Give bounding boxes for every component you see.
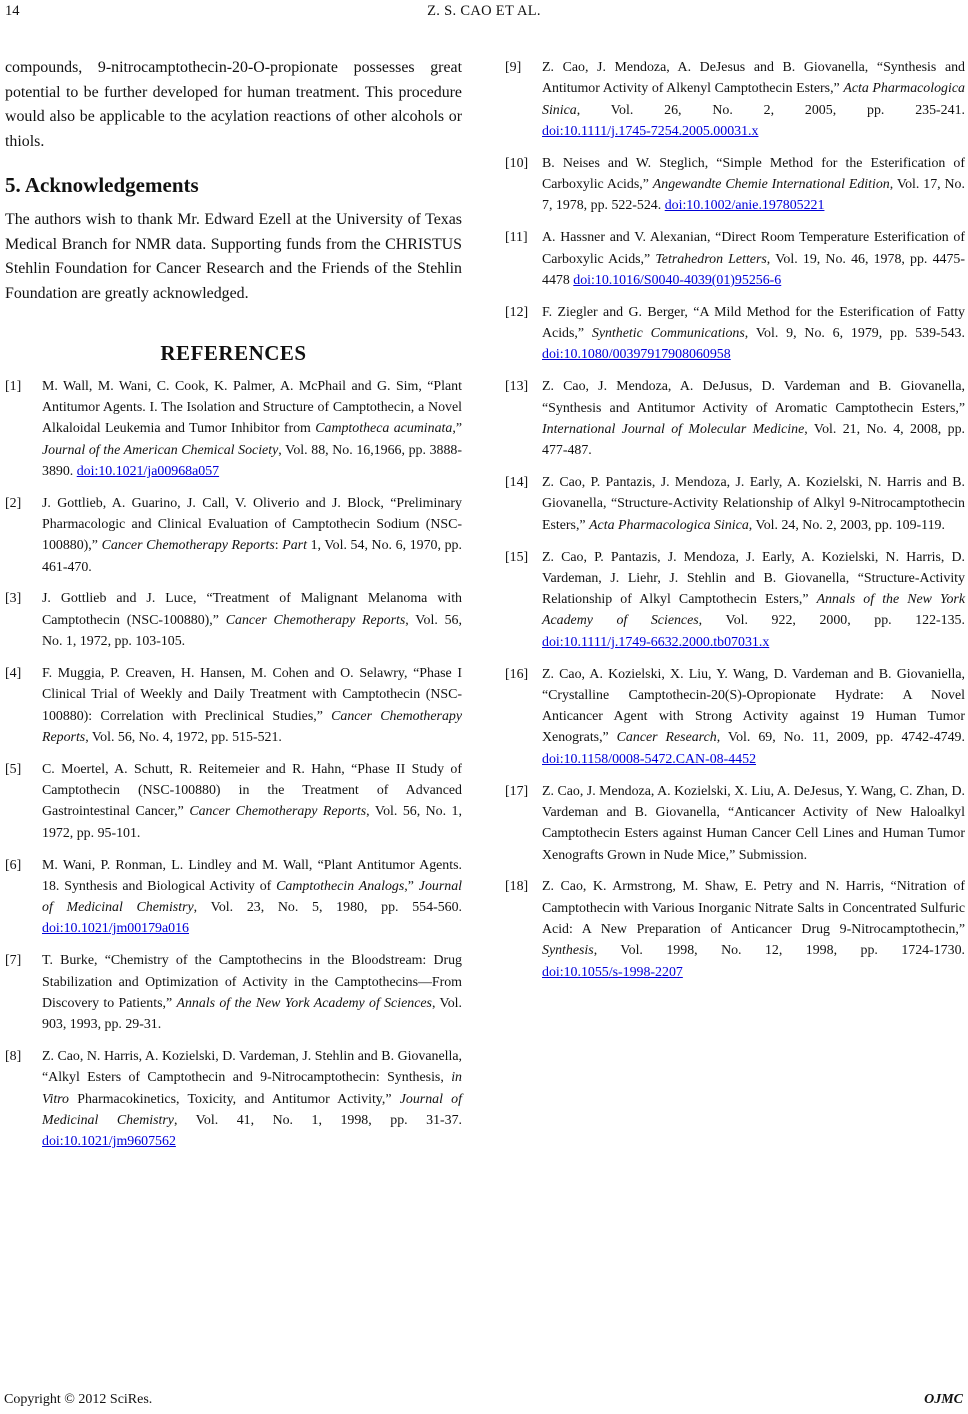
reference-item [505,547,965,653]
reference-text: Z. Cao, J. Mendoza, A. DeJesus and B. Giovanella, “Synthesis and Antitumor Activity of Alkenyl Camptothecin Esters,” [542,60,965,97]
reference-text: , Vol. 17, No. 7, 1978, pp. 522-524. [542,177,965,214]
reference-text: , Vol. 69, No. 11, 2009, pp. 4742-4749. [716,730,965,746]
reference-text: , Vol. 26, No. 2, 2005, pp. 235-241. [576,102,965,118]
reference-italic: Journal of Medicinal Chemistry [42,878,462,916]
doi-link[interactable]: doi:10.1080/00397917908060958 [542,347,731,363]
reference-text: F. Muggia, P. Creaven, H. Hansen, M. Cohen and O. Selawry, “Phase I Clinical Trial of Weekly and Daily Treatment with Camptothecin (NSC-100880): Correlation with Preclinical Studies,” [42,665,462,724]
running-title: Z. S. CAO ET AL. [427,3,541,19]
right-column [505,57,965,994]
doi-link[interactable]: doi:10.1021/jm00179a016 [42,921,190,937]
reference-italic: Annals of the New York Academy of Sciences [176,995,432,1011]
reference-number: [1] [5,378,22,394]
reference-text: ,” [452,421,462,437]
reference-item [5,493,462,578]
reference-number: [4] [5,665,22,681]
reference-number: [11] [505,230,528,246]
reference-number: [8] [5,1049,22,1065]
reference-item [5,950,462,1035]
reference-item [5,588,462,652]
reference-italic: Angewandte Chemie International Edition [652,177,890,193]
reference-text: Z. Cao, K. Armstrong, M. Shaw, E. Petry and N. Harris, “Nitration of Camptothecin with Various Inorganic Nitrate Salts in Concentrated Sulfuric Acid: A New Preparation of Anticancer Drug 9-Nitrocamptothecin,” [542,879,965,938]
reference-text: , Vol. 23, No. 5, 1980, pp. 554-560. [193,900,462,916]
doi-link[interactable]: doi:10.1158/0008-5472.CAN-08-4452 [542,751,757,767]
reference-item [505,876,965,982]
reference-italic: Annals of the New York Academy of Sciences [542,592,965,629]
reference-text: Z. Cao, P. Pantazis, J. Mendoza, J. Early, A. Kozielski, N. Harris, D. Vardeman, J. Liehr, J. Stehlin and B. Giovanella, “Structure-Activity Relationship of Alkyl Camptothecin Esters,” [542,549,965,608]
reference-italic: Synthetic Communications [591,326,745,342]
reference-italic: Tetrahedron Letters [655,251,767,267]
reference-list-right [505,57,965,983]
doi-link[interactable]: doi:10.1111/j.1745-7254.2005.00031.x [542,123,759,139]
references-title: REFERENCES [160,340,307,365]
page-number: 14 [5,3,20,19]
reference-number: [15] [505,549,529,565]
reference-item [505,153,965,217]
reference-list-left [5,376,462,1153]
reference-text: , Vol. 24, No. 2, 2003, pp. 109-119. [748,517,945,533]
reference-text: Pharmacokinetics, Toxicity, and Antitumor Activity,” [69,1091,400,1107]
reference-text: Z. Cao, A. Kozielski, X. Liu, Y. Wang, D. Vardeman and B. Giovaniella, “Crystalline Camptothecin-20(S)-Opropionate Hydrate: A Novel Anticancer Agent with Strong Activity against 19 Human Tumor Xenograts,” [542,666,965,746]
page-header [0,3,968,23]
reference-number: [2] [5,495,22,511]
reference-item [505,472,965,536]
reference-italic: Acta Pharmacologica Sinica [589,517,749,533]
reference-text: 1, Vol. 54, No. 6, 1970, pp. 461-470. [42,538,462,575]
reference-text: , Vol. 21, No. 4, 2008, pp. 477-487. [542,421,965,459]
reference-item [505,57,965,142]
reference-text: : [274,538,283,554]
reference-italic: Cancer Chemotherapy Reports [225,612,406,628]
doi-link[interactable]: doi:10.1055/s-1998-2207 [542,964,683,980]
reference-number: [16] [505,666,529,682]
reference-item [5,1046,462,1152]
doi-link[interactable]: doi:10.1002/anie.197805221 [664,198,825,214]
reference-number: [5] [5,761,22,777]
reference-text: , Vol. 903, 1993, pp. 29-31. [42,995,462,1033]
reference-text: , Vol. 1998, No. 12, 1998, pp. 1724-1730. [593,943,965,959]
reference-item [5,855,462,940]
doi-link[interactable]: doi:10.1016/S0040-4039(01)95256-6 [573,272,782,288]
reference-number: [9] [505,60,522,75]
reference-item [5,376,462,482]
reference-italic: in Vitro [42,1070,462,1107]
reference-text: F. Ziegler and G. Berger, “A Mild Method for the Esterification of Fatty Acids,” [542,304,965,342]
doi-link[interactable]: doi:10.1021/ja00968a057 [76,463,220,479]
reference-number: [6] [5,857,22,873]
reference-italic: Cancer Chemotherapy Reports [189,804,367,820]
reference-italic: International Journal of Molecular Medicine [542,421,805,437]
copyright-notice: Copyright © 2012 SciRes. [4,1392,153,1407]
reference-number: [13] [505,379,529,395]
reference-item [505,302,965,366]
reference-text: , Vol. 41, No. 1, 1998, pp. 31-37. [173,1112,462,1128]
reference-italic: Journal of Medicinal Chemistry [42,1091,462,1128]
reference-text: , Vol. 56, No. 1, 1972, pp. 103-105. [42,612,462,650]
reference-text: T. Burke, “Chemistry of the Camptothecins in the Bloodstream: Drug Stabilization and Optimization of Activity in the Camptothecins—From Discovery to Patients,” [42,953,462,1011]
reference-text: , Vol. 88, No. 16,1966, pp. 3888-3890. [42,442,462,479]
doi-link[interactable]: doi:10.1021/jm9607562 [42,1134,176,1150]
reference-italic: Synthesis [542,943,594,959]
journal-abbreviation: OJMC [924,1392,963,1407]
reference-number: [10] [505,155,529,171]
reference-item [505,376,965,461]
reference-italic: Camptotheca acuminata [315,421,453,437]
reference-number: [3] [5,591,22,607]
reference-text: M. Wani, P. Ronman, L. Lindley and M. Wall, “Plant Antitumor Agents. 18. Synthesis and Biological Activity of [42,857,462,894]
reference-text: , Vol. 19, No. 46, 1978, pp. 4475-4478 [542,251,965,288]
reference-item [5,759,462,844]
reference-text: , Vol. 9, No. 6, 1979, pp. 539-543. [744,326,965,342]
reference-item [505,227,965,291]
reference-italic: Cancer Chemotherapy Reports [101,538,275,554]
reference-text: J. Gottlieb, A. Guarino, J. Call, V. Oliverio and J. Block, “Preliminary Pharmacologic and Clinical Evaluation of Camptothecin Sodium (NSC-100880),” [42,495,462,554]
reference-italic: Cancer Research [616,730,717,746]
reference-text: Z. Cao, P. Pantazis, J. Mendoza, J. Early, A. Kozielski, N. Harris and B. Giovanella, “Structure-Activity Relationship of Alkyl 9-Nitrocamptothecin Esters,” [542,475,965,533]
reference-italic: Acta Pharmacologica Sinica [542,81,965,118]
reference-italic: Journal of the American Chemical Society [42,442,279,458]
reference-text: C. Moertel, A. Schutt, R. Reitemeier and R. Hahn, “Phase II Study of Camptothecin (NSC-100880) in the Treatment of Advanced Gastrointestinal Cancer,” [42,761,462,820]
acknowledgements-paragraph: The authors wish to thank Mr. Edward Ezell at the University of Texas Medical Branch for NMR data. Supporting funds from the CHRISTUS Stehlin Foundation for Cancer Research and the Friends of the Stehlin Foundation are greatly acknowledged. [5,210,462,302]
reference-item [5,663,462,748]
reference-text: B. Neises and W. Steglich, “Simple Method for the Esterification of Carboxylic Acids,” [542,155,965,193]
reference-number: [14] [505,475,529,491]
reference-text: , Vol. 922, 2000, pp. 122-135. [698,613,965,629]
reference-text: Z. Cao, N. Harris, A. Kozielski, D. Vardeman, J. Stehlin and B. Giovanella, “Alkyl Esters of Camptothecin and 9-Nitrocamptothecin: Synthesis, [42,1049,462,1086]
reference-italic: Camptothecin Analogs [276,878,405,894]
reference-text: A. Hassner and V. Alexanian, “Direct Room Temperature Esterification of Carboxylic Acids,” [542,230,965,267]
reference-text: , Vol. 56, No. 1, 1972, pp. 95-101. [42,804,462,841]
reference-italic: Cancer Chemotherapy Reports [42,708,462,745]
reference-number: [18] [505,879,529,895]
intro-paragraph: compounds, 9-nitrocamptothecin-20-O-propionate possesses great potential to be further developed for human treatment. This procedure would also be applicable to the acylation reactions of other alcohols or thiols. [5,59,462,151]
left-column [5,56,462,1163]
reference-text: Z. Cao, J. Mendoza, A. DeJusus, D. Vardeman and B. Giovanella, “Synthesis and Antitumor Activity of Aromatic Camptothecin Esters,” [542,379,965,416]
reference-text: , Vol. 56, No. 4, 1972, pp. 515-521. [85,729,282,745]
reference-number: [7] [5,953,22,969]
doi-link[interactable]: doi:10.1111/j.1749-6632.2000.tb07031.x [542,634,770,650]
section-title: 5. Acknowledgements [5,172,199,197]
reference-item [505,664,965,770]
reference-text: M. Wall, M. Wani, C. Cook, K. Palmer, A. McPhail and G. Sim, “Plant Antitumor Agents. I. The Isolation and Structure of Camptothecin, a Novel Alkaloidal Leukemia and Tumor Inhibitor from [42,378,462,437]
reference-number: [17] [505,783,529,799]
reference-item [505,781,965,866]
reference-text: J. Gottlieb and J. Luce, “Treatment of Malignant Melanoma with Camptothecin (NSC-100880),” [42,591,462,628]
reference-italic: Part [282,538,307,554]
reference-text: Z. Cao, J. Mendoza, A. Kozielski, X. Liu, A. DeJesus, Y. Wang, C. Zhan, D. Vardeman and B. Giovanella, “Anticancer Activity of New Haloalkyl Camptothecin Esters against Human Cancer Cell Lines and Human Tumor Xenografts Grown in Nude Mice,” Submission. [542,783,965,863]
reference-number: [12] [505,304,529,320]
reference-text: ,” [404,878,419,894]
